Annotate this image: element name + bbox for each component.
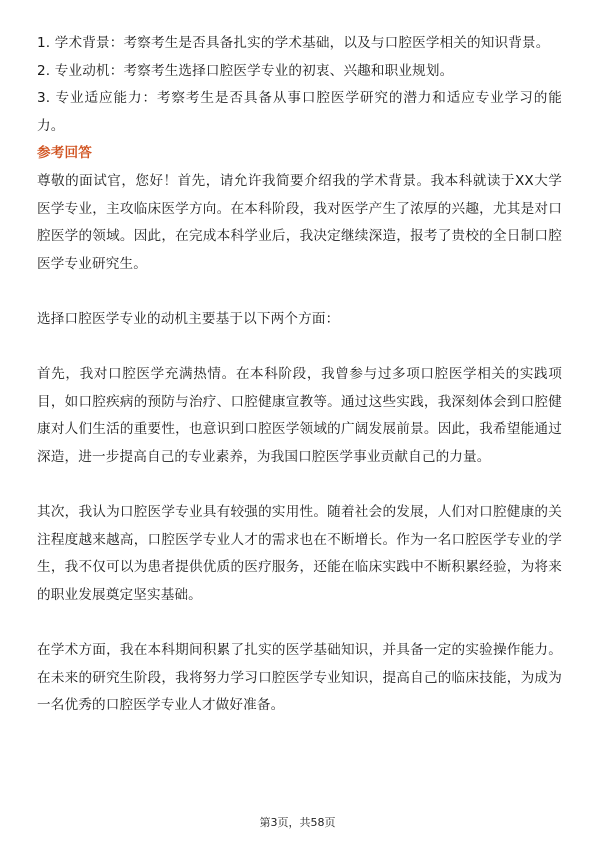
criteria-item-academic-background: 1. 学术背景：考察考生是否具备扎实的学术基础，以及与口腔医学相关的知识背景。 xyxy=(37,35,550,51)
answer-paragraph-practicality: 其次，我认为口腔医学专业具有较强的实用性。随着社会的发展，人们对口腔健康的关注程度越来越高，口腔医学专业人才的需求也在不断增长。作为一名口腔医学专业的学生，我不仅可以为患者提供优质的医疗服务，还能在临床实践中不断积累经验，为将来的职业发展奠定坚实基础。 xyxy=(37,504,562,603)
page-number-footer: 第3页，共58页 xyxy=(259,816,336,829)
answer-paragraph-passion: 首先，我对口腔医学充满热情。在本科阶段，我曾参与过多项口腔医学相关的实践项目，如口腔疾病的预防与治疗、口腔健康宣教等。通过这些实践，我深刻体会到口腔健康对人们生活的重要性，也意识到口腔医学领域的广阔发展前景。因此，我希望能通过深造，进一步提高自己的专业素养，为我国口腔医学事业贡献自己的力量。 xyxy=(37,366,562,465)
answer-paragraph-academics: 在学术方面，我在本科期间积累了扎实的医学基础知识，并具备一定的实验操作能力。在未来的研究生阶段，我将努力学习口腔医学专业知识，提高自己的临床技能，为成为一名优秀的口腔医学专业人才做好准备。 xyxy=(37,642,562,714)
paragraph-spacer xyxy=(37,472,562,500)
paragraph-spacer xyxy=(37,278,562,306)
answer-paragraph-intro: 尊敬的面试官，您好！首先，请允许我简要介绍我的学术背景。我本科就读于XX大学医学专业，主攻临床医学方向。在本科阶段，我对医学产生了浓厚的兴趣，尤其是对口腔医学的领域。因此，在完成本科学业后，我决定继续深造，报考了贵校的全日制口腔医学专业研究生。 xyxy=(37,172,562,272)
paragraph-spacer xyxy=(37,334,562,362)
criteria-item-motivation: 2. 专业动机：考察考生选择口腔医学专业的初衷、兴趣和职业规划。 xyxy=(37,62,454,79)
paragraph-spacer xyxy=(37,609,562,637)
answer-paragraph-motivation-lead: 选择口腔医学专业的动机主要基于以下两个方面： xyxy=(37,310,340,327)
answer-heading: 参考回答 xyxy=(37,145,92,162)
criteria-item-adaptability: 3. 专业适应能力：考察考生是否具备从事口腔医学研究的潜力和适应专业学习的能力。 xyxy=(37,90,562,134)
page-content xyxy=(37,30,562,720)
